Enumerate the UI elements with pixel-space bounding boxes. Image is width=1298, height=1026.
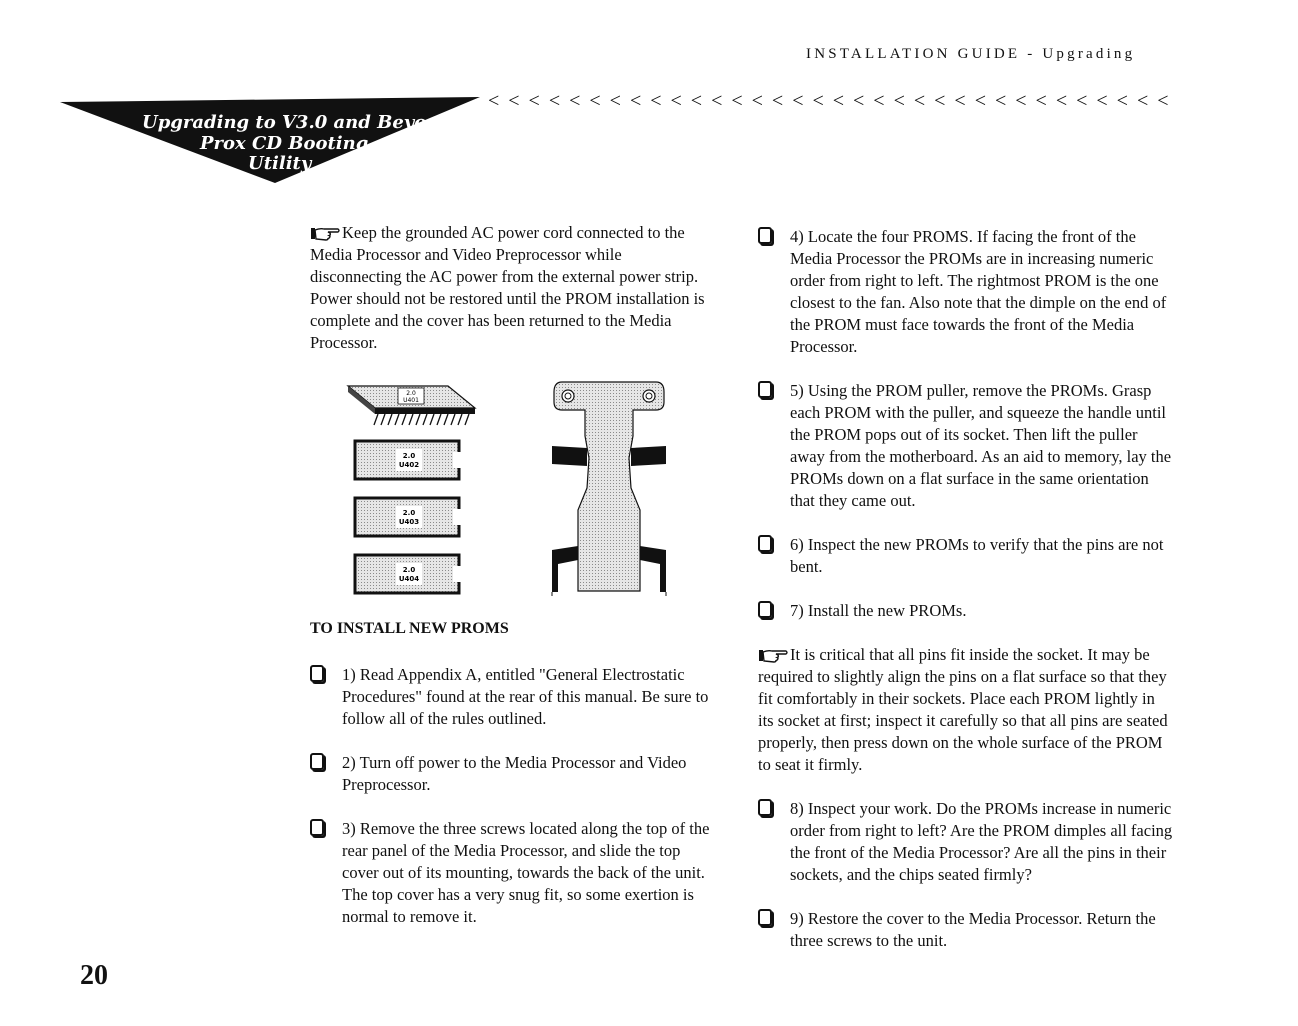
pins-note-text: It is critical that all pins fit inside the socket. It may be required to slightly align the pins on a flat surface so that they fit comfortably in their sockets. Place each PROM lightly in its socket at first; inspect it carefully so that all pins are seated properly, then press down on the whole surface of the PROM to seat it firmly.: [758, 645, 1168, 774]
step-1: [310, 664, 710, 730]
checkbox-icon[interactable]: [758, 909, 772, 926]
running-head: INSTALLATION GUIDE - Upgrading: [806, 46, 1136, 62]
step-7-text: 7) Install the new PROMs.: [790, 601, 967, 620]
step-5-text: 5) Using the PROM puller, remove the PROMs. Grasp each PROM with the puller, and squeeze the handle until the PROM pops out of its socket. Then lift the puller away from the motherboard. As an aid to memory, lay the PROMs down on a flat surface in the same orientation that they came out.: [790, 381, 1172, 510]
chip-u403-bottom: U403: [398, 518, 420, 526]
chip-u402-top: 2.0: [402, 452, 416, 460]
chip-u404-bottom: U404: [398, 575, 420, 583]
checkbox-icon[interactable]: [758, 535, 772, 552]
step-9: [758, 908, 1173, 952]
step-6: [758, 534, 1173, 578]
chip-u403: [355, 498, 461, 536]
chip-u403-top: 2.0: [402, 509, 416, 517]
checkbox-icon[interactable]: [310, 753, 324, 770]
prom-figure: [340, 378, 680, 598]
pointing-hand-icon: [758, 647, 788, 663]
checkbox-icon[interactable]: [758, 799, 772, 816]
step-7: [758, 600, 1173, 622]
step-2: [310, 752, 710, 796]
pins-note: [758, 644, 1173, 776]
page-number: 20: [80, 960, 108, 991]
power-cord-note-text: Keep the grounded AC power cord connected to the Media Processor and Video Preprocessor while disconnecting the AC power from the external power strip. Power should not be restored until the PROM installation is complete and the cover has been returned to the Media Processor.: [310, 223, 705, 352]
checkbox-icon[interactable]: [758, 601, 772, 618]
chip-u401-perspective: [348, 386, 475, 425]
banner-chevrons: < < < < < < < < < < < < < < < < < < < < < < < < < < < < < < < < < <: [488, 90, 1171, 112]
step-3: [310, 818, 710, 928]
banner-line-1: Upgrading to V3.0 and Beyond -: [142, 112, 466, 133]
checkbox-icon[interactable]: [758, 381, 772, 398]
chip-u401-top: 2.0: [406, 390, 416, 397]
step-2-text: 2) Turn off power to the Media Processor and Video Preprocessor.: [342, 753, 687, 794]
chip-u401-bottom: U401: [403, 397, 419, 404]
checkbox-icon[interactable]: [310, 819, 324, 836]
chip-u404: [355, 555, 461, 593]
step-4-text: 4) Locate the four PROMS. If facing the front of the Media Processor the PROMs are in increasing numeric order from right to left. The rightmost PROM is the one closest to the fan. Also note that the dimple on the end of the PROM must face towards the front of the Media Processor.: [790, 227, 1167, 356]
right-column: [758, 226, 1173, 952]
chip-u402-bottom: U402: [398, 461, 420, 469]
banner-line-3: Utility: [248, 153, 312, 174]
step-8: [758, 798, 1173, 886]
chip-u404-top: 2.0: [402, 566, 416, 574]
pointing-hand-icon: [310, 225, 340, 241]
step-1-text: 1) Read Appendix A, entitled "General Electrostatic Procedures" found at the rear of this manual. Be sure to follow all of the rules outlined.: [342, 665, 709, 728]
step-9-text: 9) Restore the cover to the Media Processor. Return the three screws to the unit.: [790, 909, 1156, 950]
install-heading: TO INSTALL NEW PROMS: [310, 620, 509, 637]
checkbox-icon[interactable]: [310, 665, 324, 682]
step-3-text: 3) Remove the three screws located along the top of the rear panel of the Media Processor, and slide the top cover out of its mounting, towards the back of the unit. The top cover has a very snug fit, so some exertion is normal to remove it.: [342, 819, 710, 926]
step-6-text: 6) Inspect the new PROMs to verify that the pins are not bent.: [790, 535, 1164, 576]
step-5: [758, 380, 1173, 512]
install-section: [310, 618, 710, 928]
power-cord-note: [310, 222, 710, 354]
left-column: [310, 222, 710, 354]
step-4: [758, 226, 1173, 358]
banner-line-2: Prox CD Booting: [200, 133, 369, 154]
checkbox-icon[interactable]: [758, 227, 772, 244]
prom-puller: [552, 382, 666, 596]
chip-u402: [355, 441, 461, 479]
step-8-text: 8) Inspect your work. Do the PROMs increase in numeric order from right to left? Are the PROM dimples all facing the front of the Media Processor? Are all the pins in their sockets, and the chips seated firmly?: [790, 799, 1173, 884]
